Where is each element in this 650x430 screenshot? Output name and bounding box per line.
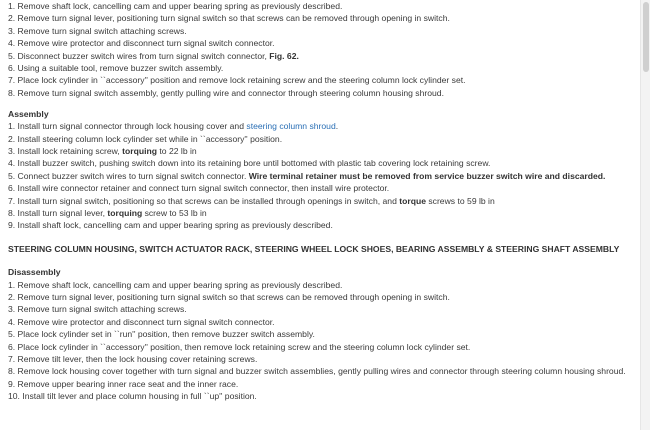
assembly-step: 9. Install shaft lock, cancelling cam and upper bearing spring as previously described.	[8, 220, 333, 231]
step-text: 5. Connect buzzer switch wires to turn signal switch connector.	[8, 170, 249, 181]
warning-text: Wire terminal retainer must be removed from service buzzer switch wire and discarded.	[248, 170, 606, 181]
step-text: 8. Install turn signal lever,	[8, 208, 108, 218]
assembly-step	[8, 207, 632, 219]
assembly-step: 4. Install buzzer switch, pushing switch down into its retaining bore until bottomed with plastic tab covering lock retaining screw.	[8, 158, 491, 169]
assembly-step: 6. Install wire connector retainer and connect turn signal switch connector, then install wire protector.	[8, 183, 390, 194]
step-text: 5. Disconnect buzzer switch wires from turn signal switch connector,	[8, 50, 270, 61]
assembly-step	[8, 170, 632, 182]
disassembly-step: 9. Remove upper bearing inner race seat and the inner race.	[8, 378, 239, 389]
disassembly-step: 2. Remove turn signal lever, positioning turn signal switch so that screws can be removed through opening in switch.	[8, 292, 450, 303]
removal-step: 6. Using a suitable tool, remove buzzer switch assembly.	[8, 63, 224, 74]
steering-column-shroud-link[interactable]: steering column shroud	[246, 121, 336, 132]
disassembly-heading: Disassembly	[8, 267, 61, 278]
disassembly-step: 7. Remove tilt lever, then the lock housing cover retaining screws.	[8, 354, 258, 365]
procedure-document	[8, 0, 632, 403]
section-title: STEERING COLUMN HOUSING, SWITCH ACTUATOR RACK, STEERING WHEEL LOCK SHOES, BEARING ASSEMBLY & STEERING SHAFT ASSEMBLY	[8, 243, 620, 254]
assembly-step: 2. Install steering column lock cylinder set while in ``accessory'' position.	[8, 133, 283, 144]
disassembly-section	[8, 266, 632, 402]
removal-step	[8, 50, 632, 62]
step-text: 3. Install lock retaining screw,	[8, 145, 123, 156]
disassembly-step: 4. Remove wire protector and disconnect turn signal switch connector.	[8, 316, 275, 327]
step-text: screw to 53 lb in	[142, 208, 207, 218]
assembly-step	[8, 120, 632, 132]
disassembly-step: 10. Install tilt lever and place column housing in full ``up'' position.	[8, 391, 257, 402]
removal-step: 1. Remove shaft lock, cancelling cam and upper bearing spring as previously described.	[8, 1, 343, 11]
removal-step: 3. Remove turn signal switch attaching screws.	[8, 25, 187, 36]
assembly-step	[8, 145, 632, 157]
assembly-heading: Assembly	[8, 108, 49, 119]
assembly-step	[8, 195, 632, 207]
step-text: .	[335, 121, 339, 132]
disassembly-step: 6. Place lock cylinder in ``accessory'' position, then remove lock retaining screw and the steering column lock cylinder set.	[8, 341, 471, 352]
removal-step: 2. Remove turn signal lever, positioning turn signal switch so that screws can be removed through opening in switch.	[8, 13, 450, 24]
step-text: to 22 lb in	[157, 145, 197, 156]
removal-step: 4. Remove wire protector and disconnect turn signal switch connector.	[8, 38, 275, 49]
disassembly-step: 8. Remove lock housing cover together with turn signal and buzzer switch assemblies, gently pulling wires and connector through steering column housing shroud.	[8, 366, 626, 377]
step-text: 1. Install turn signal connector through lock housing cover and	[8, 121, 247, 132]
figure-reference: Fig. 62.	[269, 50, 299, 61]
step-text: 7. Install turn signal switch, positioning so that screws can be installed through openings in switch, and	[8, 195, 400, 206]
step-text: screws to 59 lb in	[425, 195, 495, 206]
disassembly-step: 1. Remove shaft lock, cancelling cam and upper bearing spring as previously described.	[8, 279, 343, 290]
scrollbar-thumb[interactable]	[643, 2, 649, 72]
torque-term: torquing	[122, 145, 158, 156]
disassembly-step: 3. Remove turn signal switch attaching screws.	[8, 304, 187, 315]
removal-steps	[8, 0, 632, 99]
removal-step: 7. Place lock cylinder in ``accessory'' position and remove lock retaining screw and the steering column lock cylinder set.	[8, 75, 466, 86]
removal-step: 8. Remove turn signal switch assembly, gently pulling wire and connector through steering column housing shroud.	[8, 87, 444, 98]
vertical-scrollbar[interactable]	[640, 0, 650, 430]
torque-term: torque	[399, 195, 426, 206]
disassembly-step: 5. Place lock cylinder set in ``run'' position, then remove buzzer switch assembly.	[8, 329, 315, 340]
assembly-section	[8, 108, 632, 232]
torque-term: torquing	[107, 208, 143, 218]
